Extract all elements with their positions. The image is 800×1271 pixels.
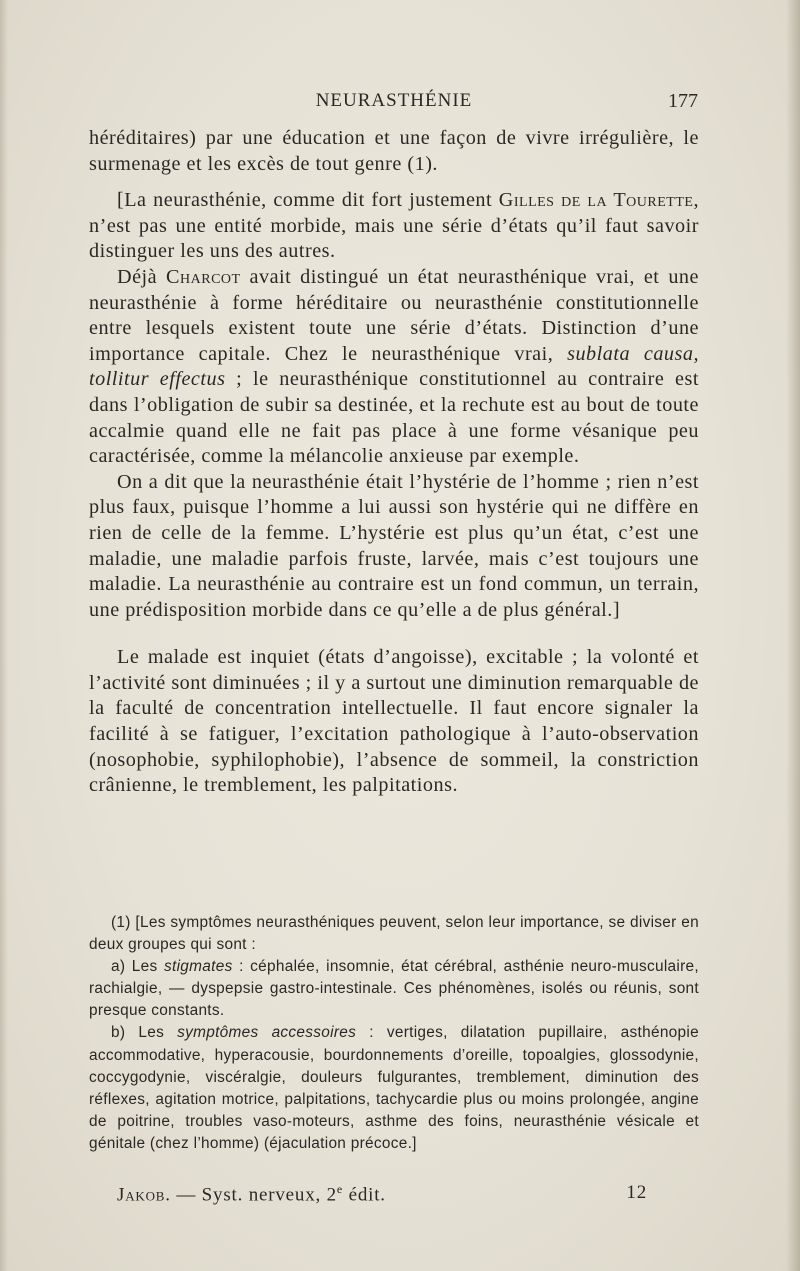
latin-phrase: sublata causa, tollitur effectus — [89, 342, 700, 391]
running-title: NEURASTHÉNIE — [315, 90, 473, 111]
text-run: : vertiges, dilatation pupillaire, asthénopie accommodative, hyperacousie, bourdonnements d’oreille, topoalgies, glossodynie, coccygodynie, viscéralgie, douleurs fulgurantes, tremblement, diminution des réflexes, agitation motrice, palpitations, tachycardie plus ou moins prolongée, angine de poitrine, troubles vaso-moteurs, asthme des foins, neurasthénie vésicale et génitale (chez l’homme) (éjaculation précoce.] — [89, 1024, 699, 1152]
list-label: a) Les — [111, 958, 165, 976]
paragraph-hysterie: On a dit que la neurasthénie était l’hystérie de l’homme ; rien n’est plus faux, puisque l’homme a lui aussi son hystérie qui ne diffère en rien de celle de la femme. L’hystérie est plus qu’un état, c’est une maladie, une maladie parfois fruste, larvée, mais c’est toujours une maladie. La neurasthénie au contraire est un fond commun, un terrain, une prédisposition morbide dans ce qu’elle a de plus général.] — [89, 470, 699, 621]
term-stigmates: stigmates — [164, 958, 233, 976]
footnote-1: (1) [Les symptômes neurasthéniques peuvent, selon leur importance, se diviser en deux groupes qui sont : — [89, 914, 699, 954]
text-run: avait distingué un état neurasthénique vrai, et une neurasthénie à forme héréditaire ou neurasthénie constitutionnelle entre lesquels existent toute une série d’états. Distinction d’une importance capitale. Chez le neurasthénique vrai, — [89, 265, 699, 365]
footnotes — [89, 912, 699, 1155]
author-name-charcot: Charcot — [166, 265, 241, 288]
reference-text: . — Syst. nerveux, 2 — [165, 1184, 337, 1206]
footnote-symptomes-accessoires — [89, 1022, 699, 1155]
text-run: , n’est pas une entité morbide, mais une série d’états qu’il faut savoir distinguer les uns des autres. — [89, 189, 699, 263]
running-head — [90, 88, 698, 114]
page-edge-shadow-left — [0, 0, 8, 1271]
page-edge-shadow-right — [786, 0, 800, 1271]
printer-signature-line — [117, 1182, 647, 1208]
page-number: 177 — [668, 90, 698, 112]
list-label: b) Les — [111, 1024, 178, 1042]
paragraph-charcot — [89, 265, 699, 470]
paragraph-symptoms: Le malade est inquiet (états d’angoisse), excitable ; la volonté et l’activité sont diminuées ; il y a surtout une diminution remarquable de la faculté de concentration intellectuelle. Il faut encore signaler la facilité à se fatiguer, l’excitation pathologique à l’auto-observation (nosophobie, syphilophobie), l’absence de sommeil, la constriction crânienne, le tremblement, les palpitations. — [89, 646, 699, 797]
text-run: : céphalée, insomnie, état cérébral, asthénie neuro-musculaire, rachialgie, — dyspepsie gastro-intestinale. Ces phénomènes, isolés ou réunis, sont presque constants. — [89, 958, 699, 1020]
author-jakob: Jakob — [117, 1184, 166, 1206]
book-reference — [117, 1182, 386, 1206]
reference-end: édit. — [343, 1184, 386, 1206]
paragraph-continuation: héréditaires) par une éducation et une façon de vivre irrégulière, le surmenage et les excès de tout genre (1). — [89, 127, 699, 175]
author-name-gilles-de-la-tourette: Gilles de la Tourette — [498, 189, 694, 212]
paragraph-neurasthenie-definition — [89, 188, 699, 265]
edition-superscript: e — [336, 1182, 344, 1196]
signature-mark: 12 — [626, 1182, 647, 1203]
text-run: Déjà — [117, 265, 167, 288]
body-text — [89, 126, 699, 799]
footnote-stigmates — [89, 956, 699, 1022]
term-symptomes-accessoires: symptômes accessoires — [177, 1024, 357, 1042]
text-run: [La neurasthénie, comme dit fort justement — [117, 189, 499, 212]
text-run: ; le neurasthénique constitutionnel au contraire est dans l’obligation de subir sa destinée, et la rechute est au bout de toute accalmie quand elle ne fait pas place à une forme vésanique peu caractérisée, comme la mélancolie anxieuse par exemple. — [89, 368, 699, 468]
